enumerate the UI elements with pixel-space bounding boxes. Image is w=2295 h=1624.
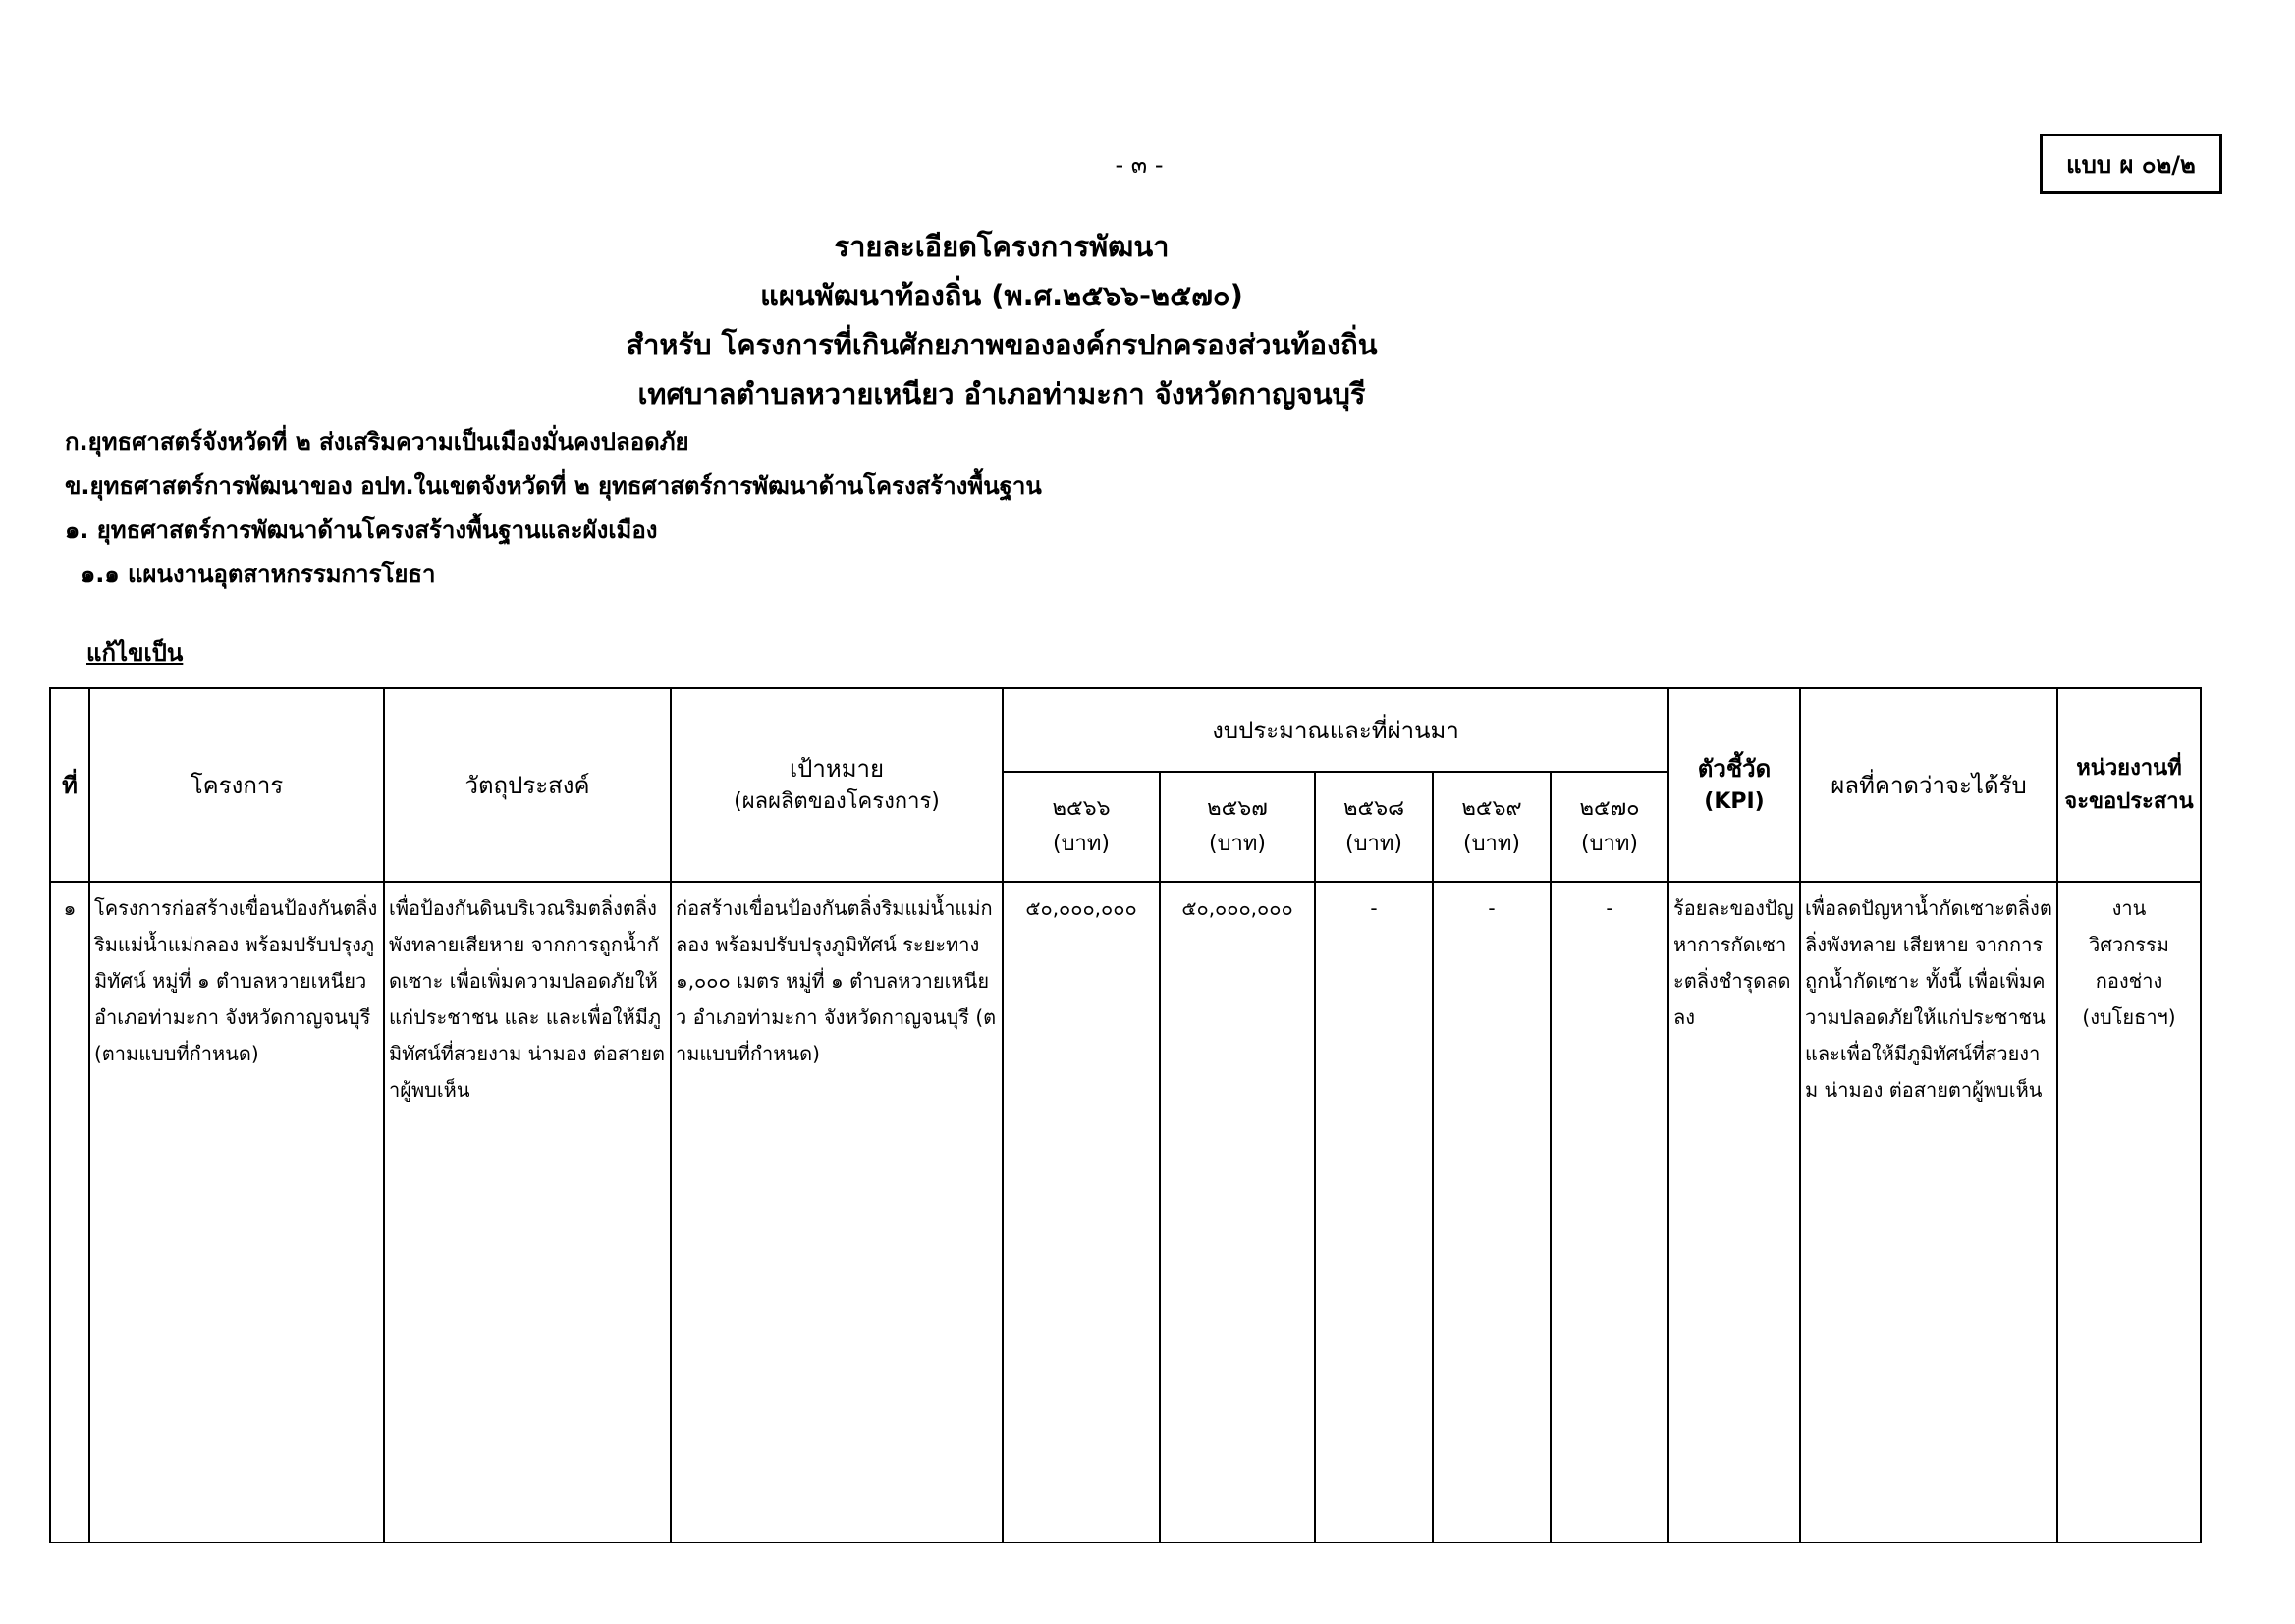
cell-expected: เพื่อลดปัญหาน้ำกัดเซาะตลิ่งตลิ่งพังทลาย เสียหาย จากการถูกน้ำกัดเซาะ ทั้งนี้ เพื่อเพิ่มความปลอดภัยให้แก่ประชาชน และเพื่อให้มีภูมิทัศน์ที่สวยงาม น่ามอง ต่อสายตาผู้พบเห็น — [1800, 882, 2057, 1543]
cell-kpi: ร้อยละของปัญหาการกัดเซาะตลิ่งชำรุดลดลง — [1668, 882, 1800, 1543]
year-unit: (บาท) — [1463, 832, 1520, 856]
cell-project: โครงการก่อสร้างเขื่อนป้องกันตลิ่งริมแม่น้ำแม่กลอง พร้อมปรับปรุงภูมิทัศน์ หมู่ที่ ๑ ตำบลหวายเหนียว อำเภอท่ามะกา จังหวัดกาญจนบุรี (ตามแบบที่กำหนด) — [89, 882, 384, 1543]
agency-line: งาน — [2111, 896, 2147, 920]
cell-objective: เพื่อป้องกันดินบริเวณริมตลิ่งตลิ่งพังทลายเสียหาย จากการถูกน้ำกัดเซาะ เพื่อเพิ่มความปลอดภัยให้แก่ประชาชน และ และเพื่อให้มีภูมิทัศน์ที่สวยงาม น่ามอง ต่อสายตาผู้พบเห็น — [384, 882, 671, 1543]
year-label: ๒๕๗๐ — [1579, 796, 1640, 821]
year-label: ๒๕๖๘ — [1342, 796, 1405, 821]
header-objective: วัตถุประสงค์ — [384, 688, 671, 882]
title-line-4: เทศบาลตำบลหวายเหนียว อำเภอท่ามะกา จังหวัดกาญจนบุรี — [637, 377, 1366, 410]
cell-budget-2566: ๕๐,๐๐๐,๐๐๐ — [1003, 882, 1160, 1543]
agency-line: กองช่าง — [2095, 969, 2163, 993]
header-target-label: เป้าหมาย — [789, 754, 885, 783]
header-year-2569 — [1433, 772, 1551, 882]
header-agency-line1: หน่วยงานที่ — [2076, 755, 2182, 781]
page-number: - ๓ - — [1115, 151, 1164, 179]
provincial-strategy: ก.ยุทธศาสตร์จังหวัดที่ ๒ ส่งเสริมความเป็นเมืองมั่นคงปลอดภัย — [65, 428, 689, 456]
strategy-1: ๑. ยุทธศาสตร์การพัฒนาด้านโครงสร้างพื้นฐานและผังเมือง — [65, 516, 658, 544]
cell-agency — [2057, 882, 2201, 1543]
cell-budget-2570: - — [1551, 882, 1668, 1543]
agency-line: วิศวกรรม — [2089, 933, 2169, 956]
cell-budget-2567: ๕๐,๐๐๐,๐๐๐ — [1160, 882, 1315, 1543]
header-expected: ผลที่คาดว่าจะได้รับ — [1800, 688, 2057, 882]
year-unit: (บาท) — [1581, 832, 1638, 856]
table-row — [50, 882, 2201, 1543]
header-kpi — [1668, 688, 1800, 882]
year-label: ๒๕๖๗ — [1207, 796, 1268, 821]
year-label: ๒๕๖๙ — [1461, 796, 1522, 821]
cell-no: ๑ — [50, 882, 89, 1543]
title-line-1: รายละเอียดโครงการพัฒนา — [834, 230, 1170, 263]
year-unit: (บาท) — [1345, 832, 1402, 856]
project-table-wrapper — [49, 687, 2200, 1543]
header-agency — [2057, 688, 2201, 882]
header-kpi-sub: (KPI) — [1704, 788, 1765, 814]
header-agency-line2: จะขอประสาน — [2064, 788, 2194, 814]
year-unit: (บาท) — [1209, 832, 1266, 856]
document-title-block — [471, 222, 1532, 418]
header-target — [671, 688, 1003, 882]
title-line-2: แผนพัฒนาท้องถิ่น (พ.ศ.๒๕๖๖-๒๕๗๐) — [760, 279, 1243, 312]
plan-1-1: ๑.๑ แผนงานอุตสาหกรรมการโยธา — [81, 561, 436, 588]
header-year-2566 — [1003, 772, 1160, 882]
header-year-2567 — [1160, 772, 1315, 882]
header-year-2570 — [1551, 772, 1668, 882]
header-budget-group: งบประมาณและที่ผ่านมา — [1003, 688, 1668, 772]
year-unit: (บาท) — [1053, 832, 1110, 856]
title-line-3: สำหรับ โครงการที่เกินศักยภาพขององค์กรปกครองส่วนท้องถิ่น — [626, 328, 1378, 361]
header-year-2568 — [1315, 772, 1433, 882]
local-org-strategy: ข.ยุทธศาสตร์การพัฒนาของ อปท.ในเขตจังหวัดที่ ๒ ยุทธศาสตร์การพัฒนาด้านโครงสร้างพื้นฐาน — [65, 472, 1042, 500]
header-kpi-label: ตัวชี้วัด — [1697, 754, 1772, 783]
revision-label: แก้ไขเป็น — [86, 639, 184, 667]
header-project: โครงการ — [89, 688, 384, 882]
strategy-block — [65, 420, 1440, 597]
cell-budget-2568: - — [1315, 882, 1433, 1543]
header-target-sub: (ผลผลิตของโครงการ) — [734, 788, 940, 814]
header-no: ที่ — [50, 688, 89, 882]
year-label: ๒๕๖๖ — [1052, 796, 1111, 821]
form-code-box: แบบ ผ ๐๒/๒ — [2040, 134, 2222, 194]
cell-budget-2569: - — [1433, 882, 1551, 1543]
cell-target: ก่อสร้างเขื่อนป้องกันตลิ่งริมแม่น้ำแม่กลอง พร้อมปรับปรุงภูมิทัศน์ ระยะทาง๑,๐๐๐ เมตร หมู่ที่ ๑ ตำบลหวายเหนียว อำเภอท่ามะกา จังหวัดกาญจนบุรี (ตามแบบที่กำหนด) — [671, 882, 1003, 1543]
project-table — [49, 687, 2202, 1543]
agency-line: (งบโยธาฯ) — [2082, 1005, 2176, 1029]
